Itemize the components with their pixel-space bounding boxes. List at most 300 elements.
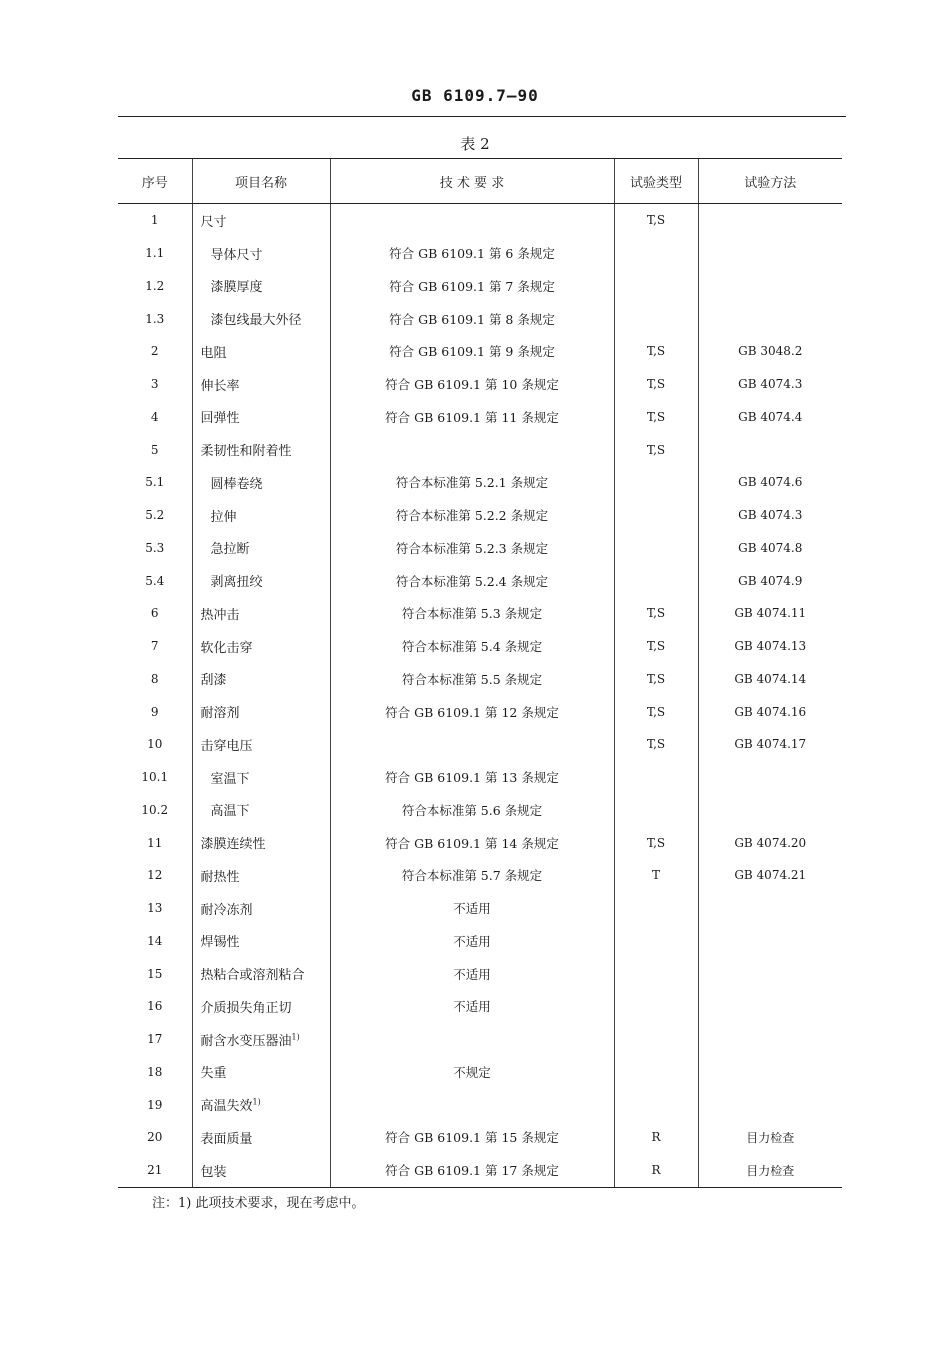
cell-requirement: [330, 728, 614, 761]
cell-requirement-text: 符合 GB 6109.1 第 11 条规定: [385, 409, 559, 425]
table-row: [118, 794, 842, 827]
cell-item-name: [192, 401, 330, 434]
cell-test-method: [698, 892, 842, 925]
cell-test-method-text: GB 4074.20: [734, 835, 807, 850]
cell-item-no-text: 9: [150, 704, 159, 719]
cell-requirement: [330, 925, 614, 958]
cell-requirement: [330, 826, 614, 859]
cell-requirement-text: 符合本标准第 5.6 条规定: [401, 802, 543, 818]
cell-item-name-text: 漆膜连续性: [200, 837, 266, 853]
cell-requirement: [330, 270, 614, 303]
cell-test-type-text: T: [651, 868, 660, 883]
table-row: [118, 957, 842, 990]
cell-test-method: [698, 433, 842, 466]
cell-item-name: [192, 826, 330, 859]
table-row: [118, 401, 842, 434]
cell-item-name-text: 击穿电压: [200, 738, 253, 754]
cell-item-no: [118, 630, 192, 663]
cell-item-name-text: 介质损失角正切: [200, 1000, 292, 1016]
cell-test-type-text: T,S: [646, 442, 666, 457]
cell-requirement: [330, 794, 614, 827]
cell-test-method: [698, 564, 842, 597]
cell-item-no-text: 1.2: [145, 278, 165, 293]
cell-test-method-text: GB 4074.6: [738, 475, 803, 490]
cell-test-method: [698, 663, 842, 696]
cell-item-no: [118, 1056, 192, 1089]
cell-item-name-text: 软化击穿: [200, 640, 253, 656]
cell-test-method-text: GB 3048.2: [738, 344, 803, 359]
table-body: [118, 204, 842, 1188]
table-row: [118, 761, 842, 794]
cell-item-name: [192, 302, 330, 335]
cell-test-type: [614, 794, 698, 827]
cell-item-name-text: 高温失效: [200, 1099, 253, 1115]
table-row: [118, 302, 842, 335]
cell-requirement-text: 符合本标准第 5.5 条规定: [401, 671, 543, 687]
cell-test-method: [698, 270, 842, 303]
cell-test-method-text: GB 4074.17: [734, 737, 807, 752]
cell-test-type: [614, 990, 698, 1023]
cell-requirement: [330, 1023, 614, 1056]
cell-test-type: [614, 433, 698, 466]
cell-requirement-text: 符合本标准第 5.7 条规定: [401, 868, 543, 884]
cell-test-type-text: T,S: [646, 639, 666, 654]
cell-test-method: [698, 990, 842, 1023]
table-row: [118, 695, 842, 728]
cell-item-no: [118, 597, 192, 630]
cell-requirement: [330, 1088, 614, 1121]
cell-test-method: [698, 466, 842, 499]
cell-item-name: [192, 761, 330, 794]
table-row: [118, 597, 842, 630]
cell-test-type-text: T,S: [646, 606, 666, 621]
cell-test-method: [698, 695, 842, 728]
cell-test-type-text: T,S: [646, 671, 666, 686]
cell-item-no-text: 5.1: [145, 475, 165, 490]
cell-test-method: [698, 237, 842, 270]
cell-item-name-text: 导体尺寸: [210, 247, 263, 263]
cell-requirement: [330, 1154, 614, 1187]
cell-item-name-text: 拉伸: [210, 509, 237, 525]
cell-test-method: [698, 302, 842, 335]
cell-test-type: [614, 1023, 698, 1056]
cell-test-type: [614, 368, 698, 401]
cell-item-no-text: 5.2: [145, 508, 165, 523]
cell-test-type: [614, 1088, 698, 1121]
cell-item-name-text: 室温下: [210, 771, 250, 787]
cell-item-name: [192, 1088, 330, 1121]
cell-test-method-text: GB 4074.9: [738, 573, 803, 588]
cell-item-no-text: 15: [147, 966, 163, 981]
cell-requirement-text: 不规定: [453, 1064, 491, 1080]
cell-test-type-text: T,S: [646, 835, 666, 850]
cell-requirement: [330, 859, 614, 892]
table-row: [118, 433, 842, 466]
cell-item-no: [118, 237, 192, 270]
cell-test-type: [614, 597, 698, 630]
table-row: [118, 499, 842, 532]
cell-requirement: [330, 695, 614, 728]
cell-requirement: [330, 761, 614, 794]
cell-item-no-text: 12: [147, 868, 163, 883]
cell-test-method: [698, 204, 842, 237]
cell-item-name-text: 焊锡性: [200, 935, 240, 951]
cell-item-name: [192, 794, 330, 827]
cell-test-method-text: GB 4074.16: [734, 704, 807, 719]
cell-test-type: [614, 957, 698, 990]
cell-item-no-text: 10.1: [141, 770, 169, 785]
cell-item-no-text: 1: [150, 213, 159, 228]
cell-requirement-text: 不适用: [453, 901, 491, 917]
table-row: [118, 630, 842, 663]
cell-requirement: [330, 466, 614, 499]
cell-test-method-text: GB 4074.4: [738, 409, 803, 424]
cell-requirement: [330, 957, 614, 990]
cell-requirement: [330, 630, 614, 663]
cell-item-no: [118, 892, 192, 925]
cell-item-no-text: 20: [147, 1130, 163, 1145]
cell-item-name: [192, 433, 330, 466]
cell-test-method: [698, 499, 842, 532]
cell-requirement: [330, 597, 614, 630]
cell-test-method: [698, 368, 842, 401]
cell-item-no-text: 4: [150, 409, 159, 424]
cell-item-no-text: 2: [150, 344, 159, 359]
cell-item-no: [118, 1154, 192, 1187]
cell-item-no: [118, 990, 192, 1023]
cell-test-type: [614, 335, 698, 368]
cell-item-no: [118, 302, 192, 335]
cell-item-no-text: 21: [147, 1163, 163, 1178]
cell-requirement: [330, 368, 614, 401]
cell-item-no-text: 8: [150, 671, 159, 686]
cell-requirement: [330, 1056, 614, 1089]
cell-test-type: [614, 302, 698, 335]
cell-test-method: [698, 859, 842, 892]
cell-test-method-text: GB 4074.8: [738, 540, 803, 555]
table-row: [118, 728, 842, 761]
table-row: [118, 1121, 842, 1154]
cell-item-name: [192, 466, 330, 499]
cell-item-name-text: 剥离扭绞: [210, 575, 263, 591]
cell-requirement-text: 符合本标准第 5.2.4 条规定: [395, 573, 549, 589]
standard-code-header: GB 6109.7—90: [411, 86, 539, 105]
cell-test-type: [614, 695, 698, 728]
cell-item-no: [118, 761, 192, 794]
cell-test-method-text: 目力检查: [746, 1130, 795, 1145]
cell-test-method: [698, 532, 842, 565]
cell-item-no-text: 1.1: [145, 246, 165, 261]
cell-requirement-text: 符合 GB 6109.1 第 13 条规定: [385, 770, 559, 786]
cell-test-type: [614, 237, 698, 270]
table-row: [118, 925, 842, 958]
cell-test-method: [698, 597, 842, 630]
cell-item-no: [118, 532, 192, 565]
cell-test-method: [698, 925, 842, 958]
cell-test-method: [698, 1154, 842, 1187]
table-row: [118, 990, 842, 1023]
cell-item-no-text: 5.4: [145, 573, 165, 588]
cell-test-type: [614, 925, 698, 958]
cell-requirement-text: 不适用: [453, 966, 491, 982]
cell-item-name: [192, 663, 330, 696]
cell-item-name-text: 表面质量: [200, 1131, 253, 1147]
cell-test-method-text: GB 4074.3: [738, 377, 803, 392]
cell-item-no-text: 19: [147, 1097, 163, 1112]
cell-test-method-text: GB 4074.11: [734, 606, 807, 621]
column-header-name: 项目名称: [192, 159, 330, 204]
cell-item-name-text: 电阻: [200, 345, 227, 361]
footnote: 注：1) 此项技术要求，现在考虑中。: [152, 1196, 365, 1211]
header-rule: [118, 116, 846, 117]
table-row: [118, 1056, 842, 1089]
cell-item-name: [192, 204, 330, 237]
cell-item-name-text: 回弹性: [200, 411, 240, 427]
cell-requirement-text: 符合 GB 6109.1 第 6 条规定: [389, 246, 555, 262]
cell-test-method: [698, 728, 842, 761]
cell-item-name-text: 高温下: [210, 804, 250, 820]
cell-test-method-text: GB 4074.13: [734, 639, 807, 654]
cell-item-no: [118, 335, 192, 368]
cell-requirement-text: 符合 GB 6109.1 第 15 条规定: [385, 1130, 559, 1146]
cell-item-name-text: 热冲击: [200, 607, 240, 623]
cell-item-name: [192, 335, 330, 368]
cell-item-name-text: 失重: [200, 1066, 227, 1082]
cell-requirement-text: 符合 GB 6109.1 第 10 条规定: [385, 377, 559, 393]
cell-requirement: [330, 990, 614, 1023]
cell-item-name: [192, 957, 330, 990]
cell-item-no-text: 7: [150, 639, 159, 654]
column-header-test-method: 试验方法: [698, 159, 842, 204]
cell-test-type: [614, 663, 698, 696]
cell-requirement-text: 符合本标准第 5.2.1 条规定: [395, 475, 549, 491]
requirements-table: [118, 158, 842, 1188]
cell-test-method-text: GB 4074.3: [738, 508, 803, 523]
column-header-no: 序号: [118, 159, 192, 204]
cell-test-type: [614, 499, 698, 532]
cell-requirement-text: 符合本标准第 5.2.3 条规定: [395, 540, 549, 556]
cell-item-name: [192, 1121, 330, 1154]
column-header-test-type: 试验类型: [614, 159, 698, 204]
cell-item-no: [118, 564, 192, 597]
cell-item-no-text: 10: [147, 737, 163, 752]
cell-item-name: [192, 630, 330, 663]
cell-item-name: [192, 597, 330, 630]
cell-requirement: [330, 335, 614, 368]
cell-item-name-text: 耐含水变压器油: [200, 1033, 292, 1049]
cell-item-name: [192, 270, 330, 303]
cell-test-type: [614, 401, 698, 434]
cell-item-no-text: 5.3: [145, 540, 165, 555]
cell-requirement: [330, 204, 614, 237]
cell-item-no: [118, 957, 192, 990]
column-header-requirement: 技 术 要 求: [330, 159, 614, 204]
cell-item-name: [192, 1154, 330, 1187]
cell-item-name-text: 伸长率: [200, 378, 240, 394]
cell-requirement-text: 符合本标准第 5.3 条规定: [401, 606, 543, 622]
cell-item-name-text: 圆棒卷绕: [210, 476, 263, 492]
cell-item-no: [118, 728, 192, 761]
cell-item-name-text: 尺寸: [200, 214, 227, 230]
table-row: [118, 204, 842, 237]
cell-test-type-text: T,S: [646, 409, 666, 424]
cell-requirement-text: 不适用: [453, 999, 491, 1015]
cell-item-no: [118, 466, 192, 499]
cell-requirement: [330, 532, 614, 565]
cell-test-type-text: R: [651, 1163, 661, 1178]
cell-item-name: [192, 1023, 330, 1056]
cell-item-name: [192, 728, 330, 761]
cell-test-type: [614, 564, 698, 597]
cell-item-no: [118, 368, 192, 401]
cell-item-no-text: 16: [147, 999, 163, 1014]
cell-requirement-text: 符合 GB 6109.1 第 8 条规定: [389, 311, 555, 327]
footnote-marker: 1): [291, 1032, 300, 1042]
cell-item-name: [192, 368, 330, 401]
cell-test-type: [614, 1121, 698, 1154]
table-row: [118, 892, 842, 925]
cell-test-type: [614, 204, 698, 237]
cell-test-type-text: T,S: [646, 737, 666, 752]
table-row: [118, 564, 842, 597]
cell-item-no: [118, 695, 192, 728]
cell-item-name-text: 漆包线最大外径: [210, 313, 302, 329]
table-row: [118, 826, 842, 859]
cell-test-type: [614, 761, 698, 794]
cell-test-type: [614, 630, 698, 663]
cell-test-method: [698, 1056, 842, 1089]
cell-test-method: [698, 1121, 842, 1154]
cell-item-no-text: 3: [150, 377, 159, 392]
cell-test-type: [614, 270, 698, 303]
cell-test-type: [614, 466, 698, 499]
cell-requirement-text: 符合本标准第 5.4 条规定: [401, 639, 543, 655]
cell-item-name: [192, 499, 330, 532]
cell-requirement: [330, 892, 614, 925]
cell-item-no: [118, 794, 192, 827]
cell-requirement-text: 符合 GB 6109.1 第 9 条规定: [389, 344, 555, 360]
cell-item-no-text: 6: [150, 606, 159, 621]
cell-requirement: [330, 302, 614, 335]
table-caption: 表 2: [460, 135, 490, 153]
cell-requirement: [330, 401, 614, 434]
cell-item-name-text: 漆膜厚度: [210, 280, 263, 296]
cell-item-no-text: 17: [147, 1032, 163, 1047]
cell-test-method: [698, 335, 842, 368]
cell-item-name: [192, 990, 330, 1023]
cell-item-no-text: 14: [147, 933, 163, 948]
cell-item-no-text: 1.3: [145, 311, 165, 326]
cell-requirement: [330, 499, 614, 532]
cell-item-no: [118, 1023, 192, 1056]
table-row: [118, 270, 842, 303]
cell-item-name-text: 刮漆: [200, 673, 227, 689]
cell-item-name-text: 急拉断: [210, 542, 250, 558]
cell-test-method-text: 目力检查: [746, 1163, 795, 1178]
cell-item-name: [192, 695, 330, 728]
footnote-marker: 1): [252, 1097, 261, 1107]
cell-item-name: [192, 1056, 330, 1089]
cell-requirement-text: 符合本标准第 5.2.2 条规定: [395, 508, 549, 524]
cell-test-method-text: GB 4074.21: [734, 868, 807, 883]
cell-item-name-text: 耐冷冻剂: [200, 902, 253, 918]
cell-item-name: [192, 564, 330, 597]
cell-item-no: [118, 433, 192, 466]
cell-test-method: [698, 1023, 842, 1056]
cell-item-name: [192, 892, 330, 925]
cell-item-no-text: 18: [147, 1064, 163, 1079]
table-row: [118, 368, 842, 401]
cell-test-type: [614, 1154, 698, 1187]
table-row: [118, 335, 842, 368]
cell-item-no: [118, 1088, 192, 1121]
cell-requirement-text: 符合 GB 6109.1 第 7 条规定: [389, 278, 555, 294]
cell-requirement: [330, 663, 614, 696]
table-header-row: [118, 159, 842, 204]
cell-item-no: [118, 925, 192, 958]
cell-requirement: [330, 564, 614, 597]
cell-item-no: [118, 401, 192, 434]
table-row: [118, 466, 842, 499]
table-row: [118, 859, 842, 892]
cell-item-no-text: 11: [147, 835, 163, 850]
table-row: [118, 1088, 842, 1121]
cell-requirement-text: 符合 GB 6109.1 第 14 条规定: [385, 835, 559, 851]
cell-item-name-text: 热粘合或溶剂粘合: [200, 968, 305, 984]
cell-item-name-text: 耐溶剂: [200, 706, 240, 722]
cell-item-no-text: 10.2: [141, 802, 169, 817]
table-row: [118, 237, 842, 270]
cell-test-method: [698, 794, 842, 827]
cell-item-no: [118, 499, 192, 532]
cell-requirement: [330, 1121, 614, 1154]
cell-test-method: [698, 761, 842, 794]
cell-test-type-text: T,S: [646, 377, 666, 392]
cell-item-no-text: 13: [147, 901, 163, 916]
table-row: [118, 1023, 842, 1056]
cell-test-type-text: T,S: [646, 344, 666, 359]
table-row: [118, 1154, 842, 1187]
cell-item-no: [118, 859, 192, 892]
cell-test-method: [698, 957, 842, 990]
cell-test-method: [698, 630, 842, 663]
cell-requirement: [330, 237, 614, 270]
cell-requirement-text: 符合 GB 6109.1 第 17 条规定: [385, 1163, 559, 1179]
cell-item-name: [192, 237, 330, 270]
cell-item-name: [192, 859, 330, 892]
cell-test-type: [614, 826, 698, 859]
table-row: [118, 532, 842, 565]
cell-test-method-text: GB 4074.14: [734, 671, 807, 686]
cell-test-type: [614, 532, 698, 565]
cell-item-no: [118, 270, 192, 303]
cell-test-type: [614, 1056, 698, 1089]
cell-item-name-text: 柔韧性和附着性: [200, 444, 292, 460]
cell-test-type: [614, 728, 698, 761]
cell-item-no-text: 5: [150, 442, 159, 457]
cell-item-name: [192, 532, 330, 565]
cell-test-method: [698, 826, 842, 859]
requirements-table-container: [118, 158, 842, 1188]
cell-test-type: [614, 859, 698, 892]
cell-test-type-text: T,S: [646, 704, 666, 719]
table-row: [118, 663, 842, 696]
cell-item-no: [118, 1121, 192, 1154]
cell-item-no: [118, 663, 192, 696]
cell-test-method: [698, 401, 842, 434]
cell-test-type: [614, 892, 698, 925]
cell-test-type-text: T,S: [646, 213, 666, 228]
